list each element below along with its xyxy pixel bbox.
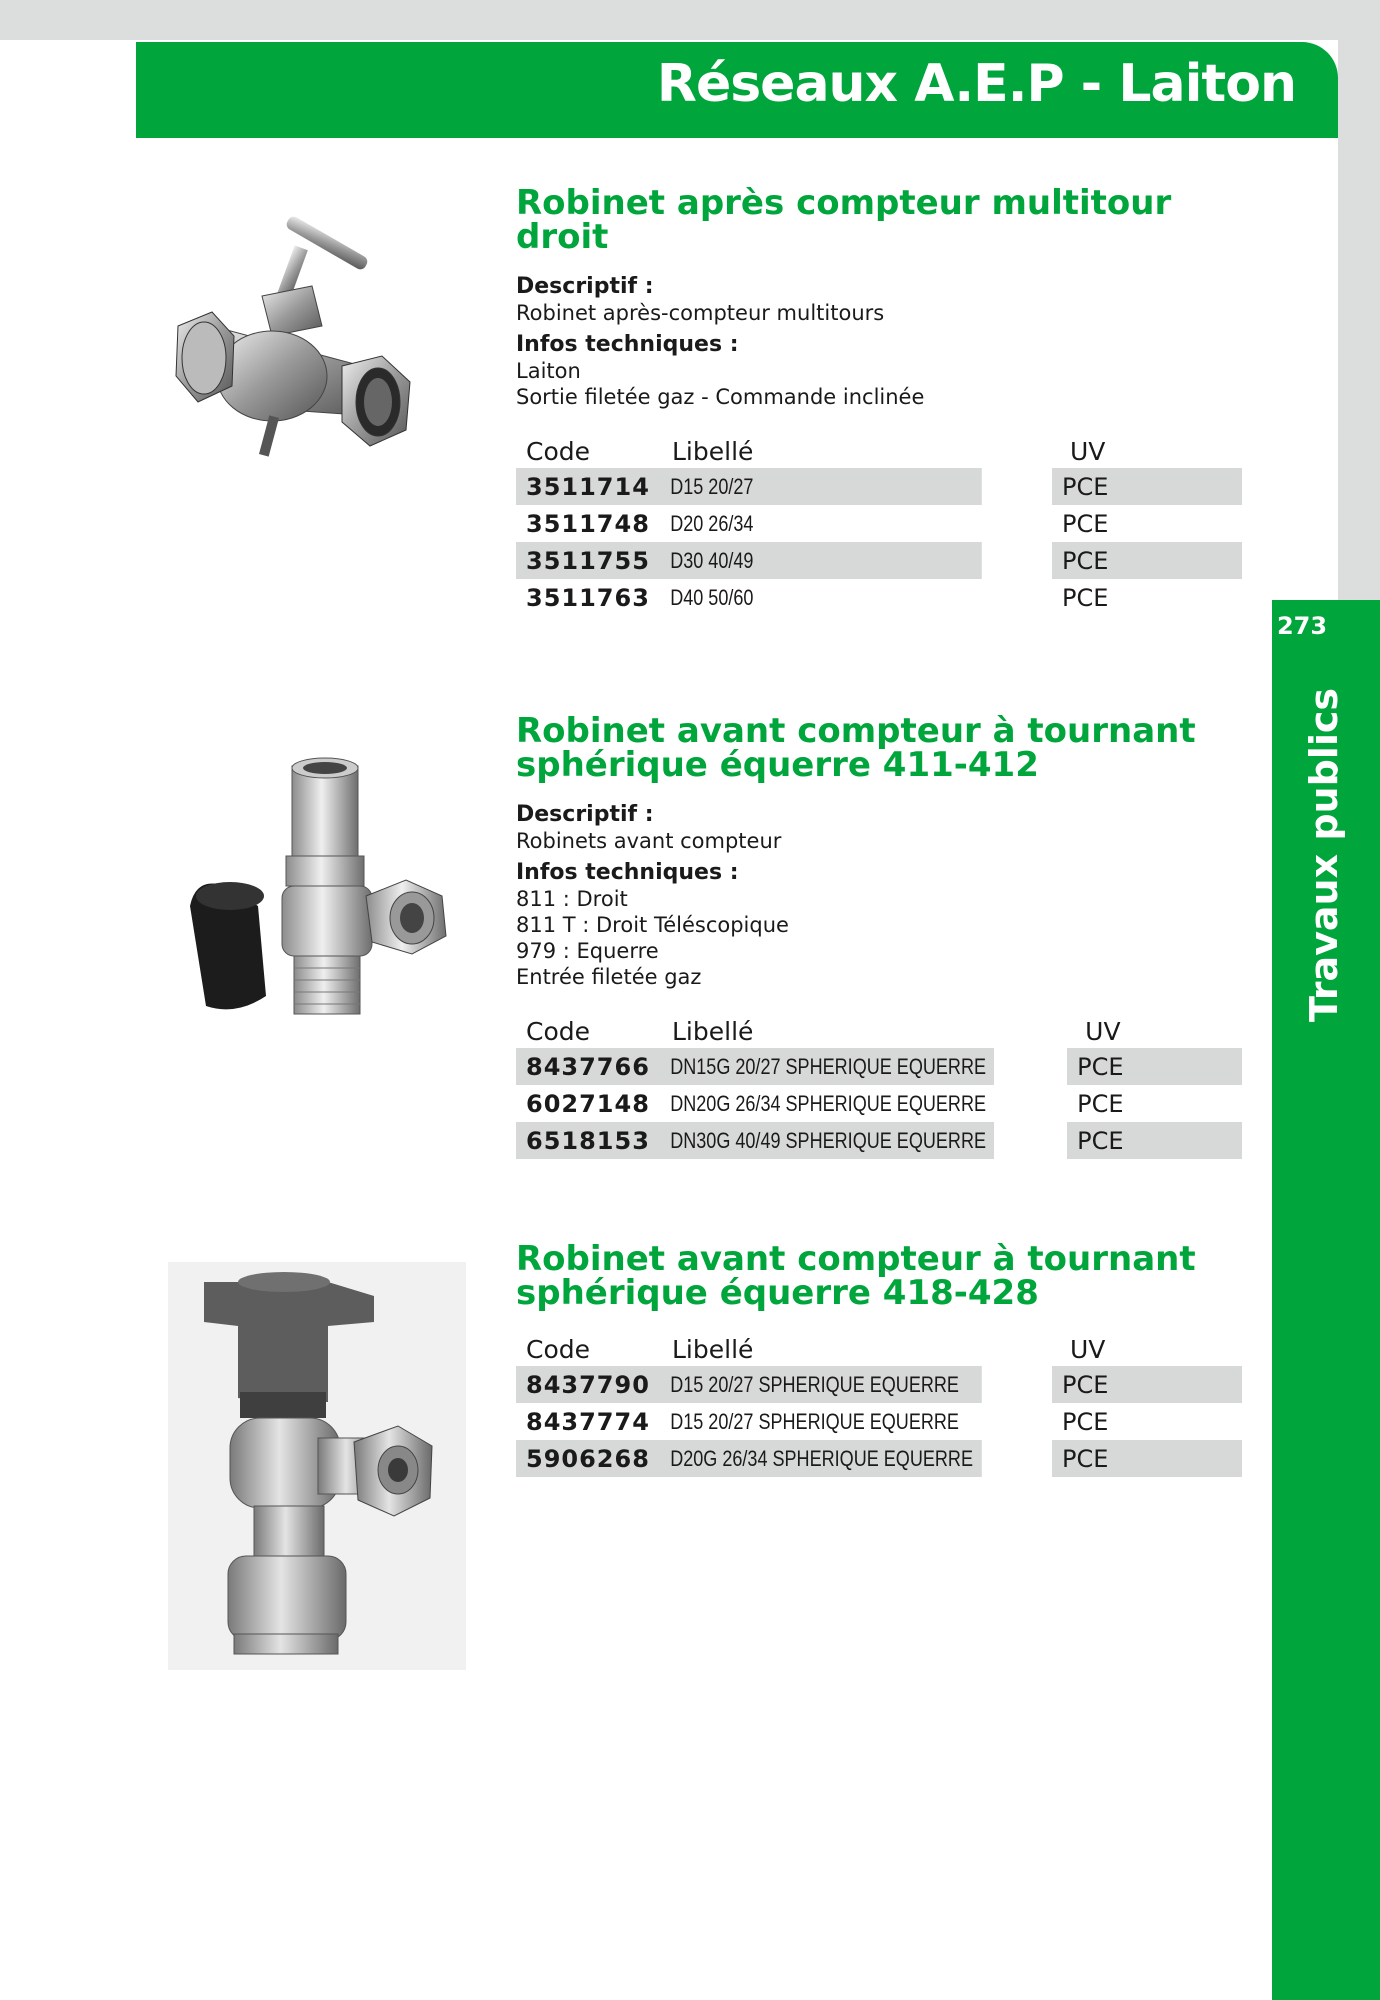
product-table <box>516 434 1242 616</box>
column-header-libelle: Libellé <box>672 1016 754 1046</box>
code-cell: 6518153 <box>516 1122 662 1159</box>
product-title: Robinet avant compteur à tournant sphérique équerre 418-428 <box>516 1239 1196 1313</box>
side-tab <box>1272 600 1380 2000</box>
column-header-code: Code <box>526 1334 591 1364</box>
page-number: 273 <box>1276 612 1328 640</box>
infos-line: 979 : Equerre <box>516 939 659 963</box>
table-row <box>516 468 1242 505</box>
infos-line: 811 : Droit <box>516 887 628 911</box>
table-row <box>516 1440 1242 1477</box>
table-row <box>516 579 1242 616</box>
header-bar <box>136 42 1338 138</box>
infos-line: Laiton <box>516 359 581 383</box>
descriptif-label: Descriptif : <box>516 274 654 299</box>
uv-cell: PCE <box>1067 1048 1242 1085</box>
column-header-code: Code <box>526 1016 591 1046</box>
infos-label: Infos techniques : <box>516 332 739 357</box>
table-row <box>516 1048 1242 1085</box>
table-row <box>516 542 1242 579</box>
product-robinet-418-428 <box>516 1239 1246 1477</box>
uv-cell: PCE <box>1067 1122 1242 1159</box>
libelle-cell: D20G 26/34 SPHERIQUE EQUERRE <box>662 1440 982 1477</box>
uv-cell: PCE <box>1062 509 1109 538</box>
column-header-uv: UV <box>1070 1334 1106 1364</box>
product-image-robinet-multitour <box>172 216 422 476</box>
code-cell: 3511763 <box>526 583 650 612</box>
column-header-uv: UV <box>1085 1016 1121 1046</box>
code-cell: 8437790 <box>516 1366 662 1403</box>
infos-line: Sortie filetée gaz - Commande inclinée <box>516 385 925 409</box>
code-cell: 5906268 <box>516 1440 662 1477</box>
infos-line: Entrée filetée gaz <box>516 965 702 989</box>
section-label: Travaux publics <box>1302 688 1346 1022</box>
table-row <box>516 505 1242 542</box>
table-header <box>516 434 1242 468</box>
column-header-libelle: Libellé <box>672 436 754 466</box>
table-row <box>516 1403 1242 1440</box>
top-margin-strip <box>0 0 1380 40</box>
table-header <box>516 1014 1242 1048</box>
code-cell: 6027148 <box>526 1089 650 1118</box>
descriptif-label: Descriptif : <box>516 802 654 827</box>
product-image-robinet-418-428 <box>168 1262 466 1670</box>
descriptif-line: Robinets avant compteur <box>516 829 782 853</box>
table-header <box>516 1332 1242 1366</box>
uv-cell: PCE <box>1052 1440 1242 1477</box>
product-image-robinet-411-412 <box>186 756 452 1026</box>
code-cell: 3511714 <box>516 468 662 505</box>
product-title: Robinet avant compteur à tournant sphérique équerre 411-412 <box>516 711 1196 785</box>
code-cell: 3511748 <box>526 509 650 538</box>
right-margin-strip <box>1338 0 1380 600</box>
libelle-cell: D15 20/27 SPHERIQUE EQUERRE <box>662 1366 982 1403</box>
libelle-cell: D15 20/27 SPHERIQUE EQUERRE <box>670 1408 959 1434</box>
page-title: Réseaux A.E.P - Laiton <box>656 54 1296 114</box>
libelle-cell: D40 50/60 <box>670 584 754 610</box>
libelle-cell: D30 40/49 <box>662 542 982 579</box>
descriptif-line: Robinet après-compteur multitours <box>516 301 885 325</box>
column-header-uv: UV <box>1070 436 1106 466</box>
infos-label: Infos techniques : <box>516 860 739 885</box>
product-title: Robinet après compteur multitour droit <box>516 183 1172 257</box>
uv-cell: PCE <box>1052 468 1242 505</box>
table-row <box>516 1366 1242 1403</box>
code-cell: 3511755 <box>516 542 662 579</box>
libelle-cell: D15 20/27 <box>662 468 982 505</box>
code-cell: 8437766 <box>516 1048 662 1085</box>
libelle-cell: DN15G 20/27 SPHERIQUE EQUERRE <box>662 1048 994 1085</box>
table-row <box>516 1122 1242 1159</box>
uv-cell: PCE <box>1062 583 1109 612</box>
libelle-cell: DN30G 40/49 SPHERIQUE EQUERRE <box>662 1122 994 1159</box>
uv-cell: PCE <box>1062 1407 1109 1436</box>
uv-cell: PCE <box>1052 542 1242 579</box>
product-robinet-multitour <box>516 183 1246 616</box>
product-table <box>516 1332 1242 1477</box>
uv-cell: PCE <box>1077 1089 1124 1118</box>
product-robinet-411-412 <box>516 711 1246 1159</box>
column-header-libelle: Libellé <box>672 1334 754 1364</box>
libelle-cell: D20 26/34 <box>670 510 754 536</box>
column-header-code: Code <box>526 436 591 466</box>
uv-cell: PCE <box>1052 1366 1242 1403</box>
libelle-cell: DN20G 26/34 SPHERIQUE EQUERRE <box>670 1090 987 1116</box>
table-row <box>516 1085 1242 1122</box>
product-table <box>516 1014 1242 1159</box>
code-cell: 8437774 <box>526 1407 650 1436</box>
infos-line: 811 T : Droit Téléscopique <box>516 913 789 937</box>
